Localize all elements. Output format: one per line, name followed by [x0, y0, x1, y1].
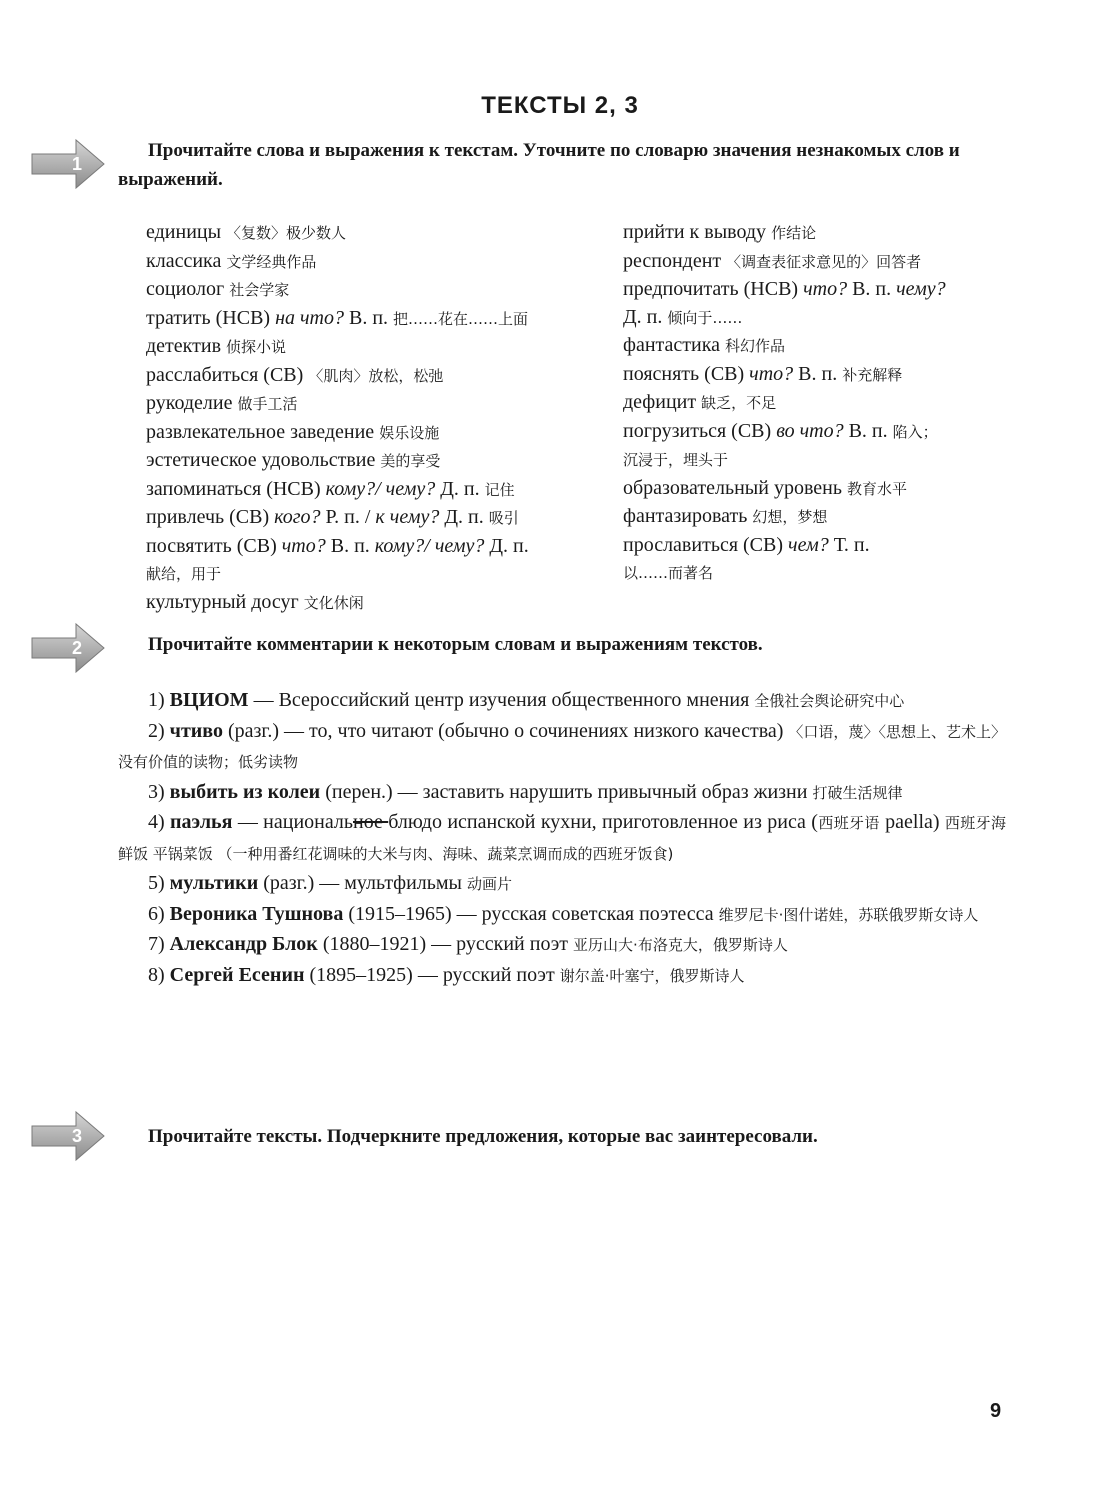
- comment-translation: 维罗尼卡·图什诺娃，苏联俄罗斯女诗人: [718, 905, 979, 924]
- vocab-term: Д. п.: [623, 305, 668, 328]
- vocab-term: фантастика: [623, 334, 726, 356]
- vocab-translation: 做手工活: [237, 395, 298, 413]
- vocab-case-question: что?: [281, 534, 326, 557]
- comment-term: Сергей Есенин: [169, 963, 305, 986]
- vocab-entry: [146, 219, 616, 248]
- comment-item: [118, 778, 1006, 809]
- vocab-entry: [146, 476, 616, 505]
- page-title: ТЕКСТЫ 2, 3: [481, 92, 639, 119]
- vocab-translation: 作结论: [771, 224, 817, 242]
- comment-translation: 打破生活规律: [812, 783, 903, 802]
- vocab-term: дефицит: [623, 391, 702, 413]
- vocab-entry: [146, 419, 616, 448]
- vocab-grammar: В. п.: [344, 306, 394, 329]
- vocab-term: прийти к выводу: [623, 221, 772, 243]
- comment-text: — националь: [232, 811, 354, 833]
- vocab-term: расслабиться (СВ): [146, 363, 309, 386]
- vocab-grammar: В. п.: [843, 419, 893, 442]
- vocab-entry: [623, 559, 1023, 588]
- comment-number: 4): [148, 811, 171, 833]
- vocab-grammar: Т. п.: [828, 533, 870, 556]
- vocab-case-question: что?: [749, 362, 794, 385]
- vocab-term: респондент: [623, 249, 727, 272]
- vocab-case-question: что?: [803, 278, 848, 300]
- vocab-term: развлекательное заведение: [146, 420, 380, 443]
- vocab-translation: 幻想，梦想: [752, 508, 828, 526]
- vocab-term: единицы: [146, 221, 227, 243]
- vocab-case-question: на что?: [275, 306, 344, 329]
- task-3-arrow-icon: [28, 1108, 108, 1164]
- task-1-instruction: Прочитайте слова и выражения к текстам. Уточните по словарю значения незнакомых слов и выражений.: [118, 140, 960, 190]
- comment-term: паэлья: [170, 811, 233, 833]
- comment-term: Александр Блок: [169, 933, 318, 955]
- comment-number: 6): [148, 902, 170, 925]
- task-1-arrow-icon: [28, 136, 108, 192]
- vocab-term: привлечь (СВ): [146, 506, 275, 528]
- vocab-entry: [623, 532, 1023, 560]
- comment-translation: 亚历山大·布洛克大，俄罗斯诗人: [573, 936, 788, 954]
- comment-text: (1880–1921) — русский поэт: [317, 933, 574, 955]
- vocab-term: фантазировать: [623, 505, 753, 527]
- comment-item: [118, 900, 1006, 931]
- vocab-entry: [623, 332, 1023, 361]
- vocab-translation: 吸引: [488, 509, 519, 527]
- vocab-translation: 补充解释: [842, 365, 903, 384]
- comment-item: [118, 930, 1006, 961]
- vocab-term: детектив: [146, 335, 227, 357]
- vocab-entry: [623, 418, 1023, 447]
- comment-number: 2): [148, 719, 170, 742]
- comment-number: 1): [148, 689, 170, 711]
- vocab-term: социолог: [146, 278, 230, 300]
- vocab-term: запоминаться (НСВ): [146, 477, 326, 500]
- vocab-entry: [623, 276, 1023, 304]
- comment-text: paella): [879, 811, 945, 833]
- vocab-case-question: к чему?: [375, 506, 440, 528]
- vocab-entry: [623, 475, 1023, 504]
- comment-term: Вероника Тушнова: [169, 902, 344, 925]
- comment-term: выбить из колеи: [169, 780, 321, 803]
- vocab-case-question: кому?/ чему?: [374, 534, 485, 557]
- vocab-entry: [146, 589, 616, 618]
- vocab-translation: 记住: [484, 480, 515, 499]
- vocab-grammar: В. п.: [793, 362, 843, 385]
- vocab-entry: [146, 560, 616, 589]
- vocab-translation: 以……而著名: [623, 564, 714, 582]
- comment-translation: 〈口语，蔑〉〈思想上、艺术上〉没有价值的读物；低劣读物: [118, 722, 1006, 771]
- vocab-term: посвятить (СВ): [146, 534, 282, 557]
- vocab-translation: 社会学家: [229, 281, 290, 299]
- task-2-instruction: Прочитайте комментарии к некоторым словам и выражениям текстов.: [148, 634, 763, 655]
- comment-text: (1915–1965) — русская советская поэтесса: [343, 902, 719, 925]
- comment-translation: 西班牙语: [817, 814, 880, 832]
- vocab-translation: 缺乏，不足: [701, 394, 777, 412]
- vocab-grammar: Д. п.: [435, 477, 485, 500]
- vocab-translation: 文化休闲: [303, 593, 364, 612]
- vocab-entry: [146, 447, 616, 476]
- vocab-translation: 〈调查表征求意见的〉回答者: [726, 252, 922, 271]
- vocab-translation: 献给，用于: [146, 565, 222, 583]
- comment-strikethrough: ное: [353, 811, 389, 833]
- vocab-translation: 娱乐设施: [379, 423, 440, 442]
- comment-translation: 谢尔盖·叶塞宁，俄罗斯诗人: [559, 966, 745, 985]
- comment-item: [118, 717, 1006, 778]
- vocab-term: рукоделие: [146, 392, 238, 414]
- comment-item: [118, 961, 1006, 992]
- comment-term: чтиво: [169, 719, 223, 742]
- vocab-term: прославиться (СВ): [623, 533, 789, 556]
- vocab-entry: [623, 446, 1023, 475]
- comment-item: [118, 869, 1006, 900]
- vocab-entry: [146, 504, 616, 533]
- vocab-entry: [623, 503, 1023, 532]
- vocab-grammar: В. п.: [847, 278, 897, 300]
- comment-translation: 动画片: [467, 875, 513, 893]
- vocab-case-question: чему?: [896, 278, 946, 300]
- vocab-term: пояснять (СВ): [623, 362, 750, 385]
- comment-translation: 西班牙海鲜饭 平锅菜饭 （一种用番红花调味的大米与肉、海味、蔬菜烹调而成的西班牙饭食): [118, 814, 1006, 863]
- page-number: 9: [990, 1400, 1002, 1422]
- comment-text: блюдо испанской кухни, приготовленное из риса (: [388, 811, 818, 833]
- comment-text: (1895–1925) — русский поэт: [304, 963, 560, 986]
- comment-text: (разг.) — то, что читают (обычно о сочинениях низкого качества): [222, 719, 789, 742]
- vocab-translation: 陷入；: [892, 422, 938, 441]
- vocab-translation: 教育水平: [846, 479, 907, 498]
- vocab-grammar: В. п.: [325, 534, 375, 557]
- vocab-term: предпочитать (НСВ): [623, 278, 804, 300]
- comment-term: ВЦИОМ: [169, 689, 249, 711]
- vocab-translation: 科幻作品: [725, 337, 786, 355]
- comment-number: 3): [148, 780, 170, 803]
- comments-list: [118, 686, 1006, 991]
- vocab-case-question: кого?: [274, 506, 321, 528]
- comment-number: 8): [148, 963, 170, 986]
- comment-term: мультики: [169, 872, 259, 894]
- vocab-entry: [146, 305, 616, 334]
- vocab-entry: [623, 248, 1023, 277]
- vocab-grammar: Д. п.: [484, 534, 529, 557]
- vocab-term: образовательный уровень: [623, 476, 847, 499]
- vocab-grammar: Д. п.: [439, 506, 489, 528]
- comment-text: (перен.) — заставить нарушить привычный образ жизни: [320, 780, 813, 803]
- vocab-translation: 〈复数〉极少数人: [226, 224, 347, 242]
- vocab-entry: [146, 333, 616, 362]
- vocab-case-question: во что?: [776, 419, 844, 442]
- comment-number: 5): [148, 872, 170, 894]
- task-2-arrow-icon: [28, 620, 108, 676]
- comment-text: — Всероссийский центр изучения общественного мнения: [248, 689, 755, 711]
- comment-translation: 全俄社会舆论研究中心: [754, 692, 905, 710]
- vocab-entry: [146, 276, 616, 305]
- vocab-translation: 文学经典作品: [226, 252, 317, 271]
- vocab-translation: 美的享受: [380, 452, 441, 470]
- vocab-term: классика: [146, 249, 227, 272]
- task-number: 1: [72, 154, 83, 174]
- vocab-grammar: Р. п. /: [320, 506, 376, 528]
- vocab-translation: 把……花在……上面: [393, 309, 529, 328]
- vocab-entry: [623, 219, 1023, 248]
- comment-item: [118, 808, 1006, 869]
- vocab-entry: [623, 304, 1023, 333]
- comment-item: [118, 686, 1006, 717]
- vocab-term: тратить (НСВ): [146, 306, 276, 329]
- vocab-case-question: кому?/ чему?: [325, 477, 436, 500]
- vocab-right-column: [623, 219, 1023, 588]
- vocab-entry: [146, 533, 616, 561]
- vocab-entry: [146, 390, 616, 419]
- comment-text: (разг.) — мультфильмы: [258, 872, 467, 894]
- vocab-term: погрузиться (СВ): [623, 419, 777, 442]
- vocab-entry: [146, 362, 616, 391]
- task-number: 3: [72, 1126, 83, 1146]
- vocab-entry: [623, 361, 1023, 390]
- task-3-instruction: Прочитайте тексты. Подчеркните предложения, которые вас заинтересовали.: [148, 1126, 818, 1147]
- vocab-translation: 〈肌肉〉放松，松弛: [308, 366, 444, 385]
- vocab-entry: [623, 389, 1023, 418]
- vocab-translation: 沉浸于，埋头于: [623, 451, 729, 469]
- vocab-term: культурный досуг: [146, 590, 304, 613]
- vocab-term: эстетическое удовольствие: [146, 449, 381, 471]
- vocab-translation: 侦探小说: [226, 338, 287, 356]
- comment-number: 7): [148, 933, 170, 955]
- task-number: 2: [72, 638, 83, 658]
- vocab-translation: 倾向于……: [667, 308, 743, 327]
- vocab-left-column: [146, 219, 616, 617]
- vocab-case-question: чем?: [788, 533, 829, 556]
- vocab-entry: [146, 248, 616, 277]
